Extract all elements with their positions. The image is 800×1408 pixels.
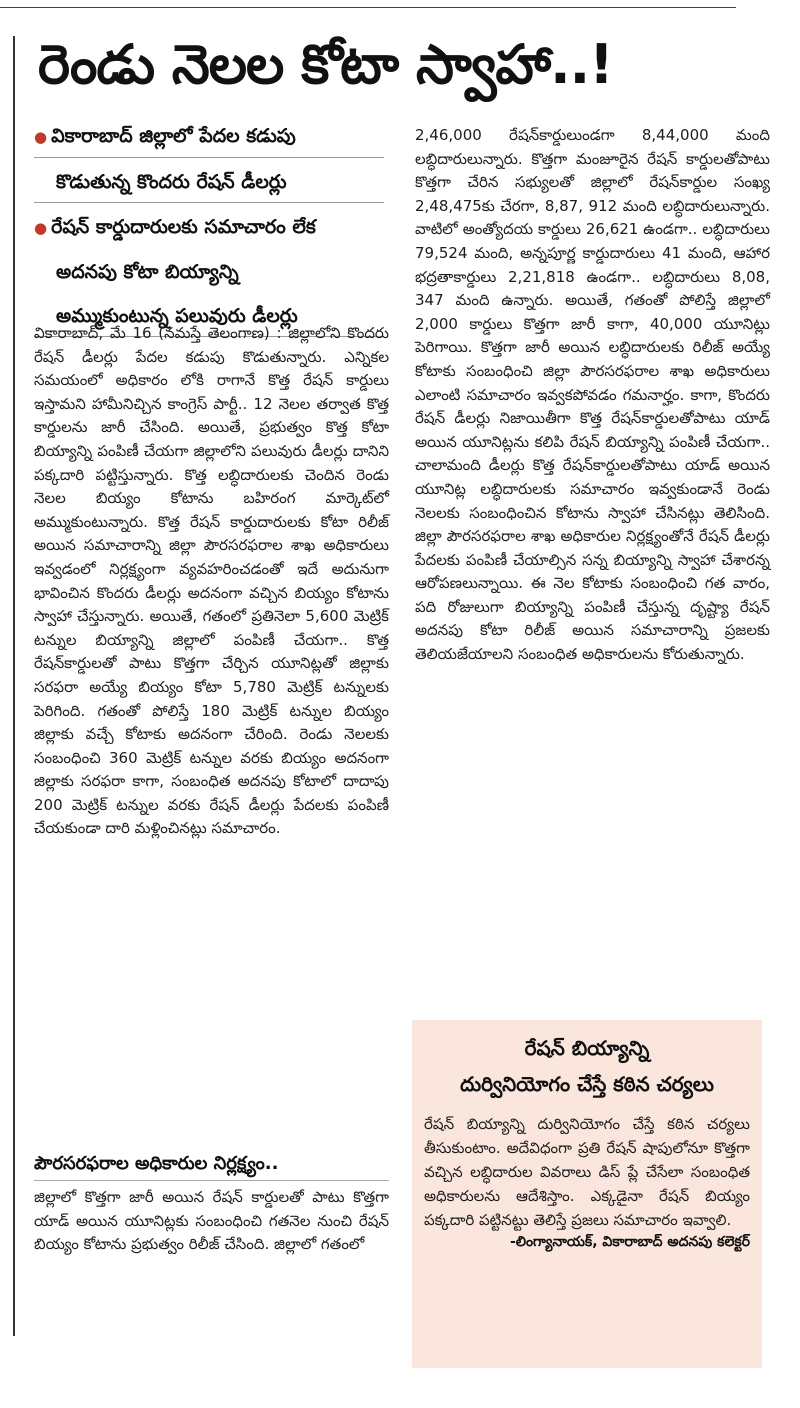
article-body-left-continued (34, 1186, 389, 1257)
bullet-icon: ● (34, 128, 48, 146)
body-paragraph: జిల్లాలో కొత్తగా జారీ అయిన రేషన్ కార్డులతో పాటు కొత్తగా యాడ్ అయిన యూనిట్లకు సంబంధించి గతనెల నుంచి రేషన్ బియ్యం కోటాను ప్రభుత్వం రిలీజ్ చేసింది. జిల్లాలో గతంలో (34, 1188, 389, 1254)
quote-box-signature: -లింగ్యానాయక్, వికారాబాద్ అదనపు కలెక్టర్ (510, 1234, 750, 1250)
quote-box-title-line: రేషన్ బియ్యాన్ని (524, 1036, 650, 1060)
deck-2 (34, 209, 384, 337)
body-paragraph: వికారాబాద్, మే 16 (నమస్తే తెలంగాణ) : జిల్లాలోని కొందరు రేషన్ డీలర్లు పేదల కడుపు కొడుతున్నారు. ఎన్నికల సమయంలో అధికారం లోకి రాగానే కొత్త రేషన్ కార్డులు ఇస్తామని హామీనిచ్చిన కాంగ్రెస్ పార్టీ.. 12 నెలల తర్వాత కొత్త కార్డులను జారీ చేసింది. అయితే, ప్రభుత్వం కొత్త కోటా బియ్యాన్ని పంపిణీ చేయగా జిల్లాలోని పలువురు డీలర్లు దానిని పక్కదారి పట్టిస్తున్నారు. కొత్త లబ్ధిదారులకు చెందిన రెండు నెలల బియ్యం కోటాను బహిరంగ మార్కెట్‌లో అమ్ముకుంటున్నారు. కొత్త రేషన్ కార్డుదారులకు కోటా రిలీజ్ అయిన సమాచారాన్ని జిల్లా పౌరసరఫరాల శాఖ అధికారులు ఇవ్వడంలో నిర్లక్ష్యంగా వ్యవహరించడంతో ఇదే అదునుగా భావించిన కొందరు డీలర్లు అదనంగా వచ్చిన బియ్యం కోటాను స్వాహా చేస్తున్నారు. అయితే, గతంలో ప్రతినెలా 5,600 మెట్రిక్ టన్నుల బియ్యాన్ని జిల్లాలో పంపిణీ చేయగా.. కొత్త రేషన్‌కార్డులతో పాటు కొత్తగా చేర్చిన యూనిట్లతో జిల్లాకు సరఫరా అయ్యే బియ్యం కోటా 5,780 మెట్రిక్ టన్నులకు పెరిగింది. గతంతో పోలిస్తే 180 మెట్రిక్ టన్నుల బియ్యం జిల్లాకు వచ్చే కోటాకు అదనంగా చేరింది. రెండు నెలలకు సంబంధించి 360 మెట్రిక్ టన్నుల వరకు బియ్యం అదనంగా జిల్లాకు సరఫరా కాగా, సంబంధిత అదనపు కోటాలో దాదాపు 200 మెట్రిక్ టన్నుల వరకు రేషన్ డీలర్లు పేదలకు పంపిణీ చేయకుండా దారి మళ్లించినట్లు సమాచారం. (34, 324, 389, 838)
quote-box-body: రేషన్ బియ్యాన్ని దుర్వినియోగం చేస్తే కఠిన చర్యలు తీసుకుంటాం. అదేవిధంగా ప్రతి రేషన్ షాపులోనూ కొత్తగా వచ్చిన లబ్ధిదారుల వివరాలు డిస్ ప్లే చేసేలా సంబంధిత అధికారులను ఆదేశిస్తాం. ఎక్కడైనా రేషన్ బియ్యం పక్కదారి పట్టినట్టు తెలిస్తే ప్రజలు సమాచారం ఇవ్వాలి. (424, 1115, 750, 1229)
quote-box-title (412, 1020, 762, 1102)
headline: రెండు నెలల కోటా స్వాహా..! (38, 33, 613, 96)
deck-line: అమ్ముకుంటున్న పలువురు డీలర్లు (34, 298, 384, 337)
body-paragraph: 2,46,000 రేషన్‌కార్డులుండగా 8,44,000 మంది లబ్ధిదారులున్నారు. కొత్తగా మంజూరైన రేషన్ కార్డులతోపాటు కొత్తగా చేరిన సభ్యులతో జిల్లాలో రేషన్‌కార్డుల సంఖ్య 2,48,475కు చేరగా, 8,87, 912 మంది లబ్ధిదారులున్నారు. వాటిలో అంత్యోదయ కార్డులు 26,621 ఉండగా.. లబ్ధిదారులు 79,524 మంది, అన్నపూర్ణ కార్డుదారులు 41 మంది, ఆహార భద్రతాకార్డులు 2,21,818 ఉండగా.. లబ్ధిదారులు 8,08, 347 మంది ఉన్నారు. అయితే, గతంతో పోలిస్తే జిల్లాలో 2,000 కార్డులు కొత్తగా జారీ కాగా, 40,000 యూనిట్లు పెరిగాయి. కొత్తగా జారీ అయిన లబ్ధిదారులకు రిలీజ్ అయ్యే కోటాకు సంబంధించి జిల్లా పౌరసరఫరాల శాఖ అధికారులు ఎలాంటి సమాచారం ఇవ్వకపోవడం గమనార్హం. కాగా, కొందరు రేషన్ డీలర్లు నిజాయితీగా కొత్త రేషన్‌కార్డులతోపాటు యాడ్ అయిన యూనిట్లను కలిపి రేషన్ బియ్యాన్ని పంపిణీ చేయగా.. చాలామంది డీలర్లు కొత్త రేషన్‌కార్డులతోపాటు యాడ్ అయిన యూనిట్ల లబ్ధిదారులకు సమాచారం ఇవ్వకుండానే రెండు నెలలకు సంబంధించిన కోటాను స్వాహా చేసినట్లు తెలిసింది. జిల్లా పౌరసరఫరాల శాఖ అధికారుల నిర్లక్ష్యంతోనే రేషన్ డీలర్లు పేదలకు పంపిణీ చేయాల్సిన సన్న బియ్యాన్ని స్వాహా చేశారన్న ఆరోపణలున్నాయి. ఈ నెల కోటాకు సంబంధించి గత వారం, పది రోజులుగా బియ్యాన్ని పంపిణీ చేస్తున్న దృష్ట్యా రేషన్ అదనపు కోటా రిలీజ్ అయిన సమాచారాన్ని ప్రజలకు తెలియజేయాలని సంబంధిత అధికారులను కోరుతున్నారు. (415, 126, 770, 664)
article-body-left (34, 322, 389, 841)
deck-line: వికారాబాద్ జిల్లాలో పేదల కడుపు (51, 125, 296, 147)
quote-box (412, 1020, 762, 1368)
deck-1 (34, 118, 384, 203)
top-rule (0, 7, 736, 8)
deck-line: రేషన్ కార్డుదారులకు సమాచారం లేక (51, 216, 316, 238)
deck-list (34, 118, 384, 343)
subheading: పౌరసరఫరాల అధికారుల నిర్లక్ష్యం.. (34, 1148, 389, 1181)
article-body-right (415, 124, 770, 667)
deck-line: కొడుతున్న కొందరు రేషన్ డీలర్లు (34, 164, 384, 203)
quote-box-title-line: దుర్వినియోగం చేస్తే కఠిన చర్యలు (460, 1072, 714, 1096)
deck-line: అదనపు కోటా బియ్యాన్ని (56, 261, 239, 283)
bullet-icon: ● (34, 219, 48, 237)
column-divider (13, 36, 15, 1336)
